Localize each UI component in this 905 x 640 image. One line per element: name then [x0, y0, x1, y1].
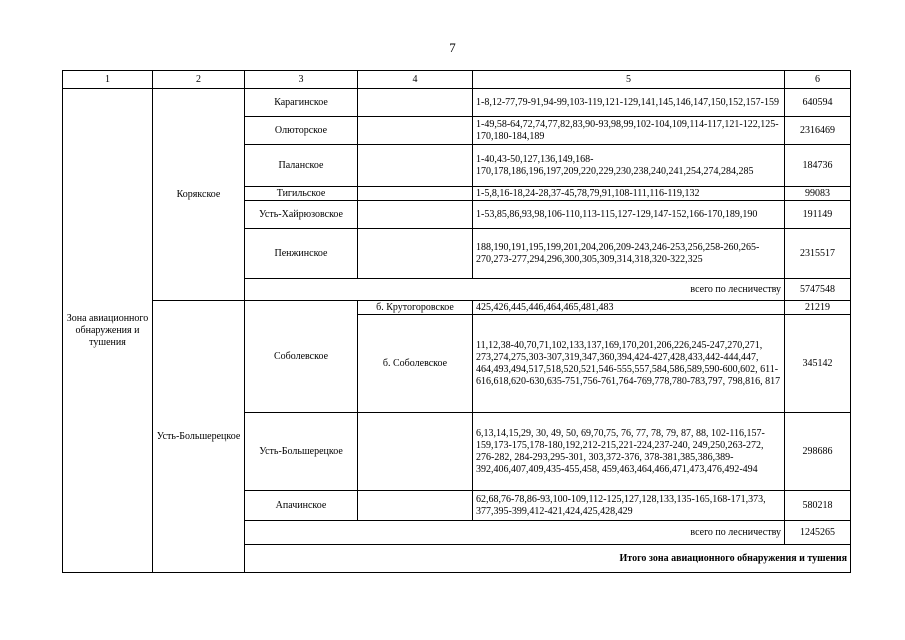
sub-district-cell: [358, 229, 473, 279]
header-col-3: 3: [245, 71, 358, 89]
area-cell: 2316469: [785, 117, 851, 145]
district-cell: Тигильское: [245, 187, 358, 201]
area-cell: 640594: [785, 89, 851, 117]
quarters-cell: 1-49,58-64,72,74,77,82,83,90-93,98,99,102-104,109,114-117,121-122,125-170,180-184,189: [473, 117, 785, 145]
subtotal-value: 1245265: [785, 521, 851, 545]
zone-cell: Зона авиационного обнаружения и тушения: [63, 89, 153, 573]
page-number: 7: [449, 40, 456, 55]
area-cell: 580218: [785, 491, 851, 521]
header-col-4: 4: [358, 71, 473, 89]
quarters-cell: 1-5,8,16-18,24-28,37-45,78,79,91,108-111,116-119,132: [473, 187, 785, 201]
subtotal-label: всего по лесничеству: [245, 521, 785, 545]
area-cell: 21219: [785, 301, 851, 315]
area-cell: 191149: [785, 201, 851, 229]
forestry-ust-bolsheretskoe: Усть-Большерецкое: [153, 301, 245, 573]
quarters-cell: 11,12,38-40,70,71,102,133,137,169,170,201,206,226,245-247,270,271, 273,274,275,303-307,319,347,360,394,424-427,428,433,442-444,447, 464,493,494,517,518,520,521,546-555,557,584,586,589,590-600,602, 611-616,618,620-630,635-751,756-761,764-769,778,780-783,797, 798,816, 817: [473, 315, 785, 413]
sub-district-cell: [358, 413, 473, 491]
header-col-2: 2: [153, 71, 245, 89]
district-cell: Карагинское: [245, 89, 358, 117]
quarters-cell: 188,190,191,195,199,201,204,206,209-243,246-253,256,258-260,265-270,273-277,294,296,300,305,309,314,318,320-322,325: [473, 229, 785, 279]
quarters-cell: 1-53,85,86,93,98,106-110,113-115,127-129,147-152,166-170,189,190: [473, 201, 785, 229]
sub-district-cell: [358, 89, 473, 117]
forest-zone-table: [62, 70, 851, 573]
header-row: [63, 71, 851, 89]
sub-district-cell: [358, 187, 473, 201]
quarters-cell: 425,426,445,446,464,465,481,483: [473, 301, 785, 315]
district-cell: Усть-Хайрюзовское: [245, 201, 358, 229]
forestry-koryak: Корякское: [153, 89, 245, 301]
grand-total-label: Итого зона авиационного обнаружения и тушения: [245, 545, 851, 573]
header-col-5: 5: [473, 71, 785, 89]
table-row: [63, 89, 851, 117]
district-cell: Олюторское: [245, 117, 358, 145]
area-cell: 298686: [785, 413, 851, 491]
district-cell: Соболевское: [245, 301, 358, 413]
sub-district-cell: б. Соболевское: [358, 315, 473, 413]
area-cell: 184736: [785, 145, 851, 187]
district-cell: Паланское: [245, 145, 358, 187]
sub-district-cell: [358, 201, 473, 229]
quarters-cell: 1-8,12-77,79-91,94-99,103-119,121-129,141,145,146,147,150,152,157-159: [473, 89, 785, 117]
sub-district-cell: б. Крутогоровское: [358, 301, 473, 315]
header-col-6: 6: [785, 71, 851, 89]
area-cell: 345142: [785, 315, 851, 413]
sub-district-cell: [358, 117, 473, 145]
quarters-cell: 6,13,14,15,29, 30, 49, 50, 69,70,75, 76, 77, 78, 79, 87, 88, 102-116,157-159,173-175,178-180,192,212-215,221-224,237-240, 249,250,263-272, 276-282, 284-293,295-301, 303,372-376, 378-381,385,386,389-392,406,407,409,435-455,458, 459,463,464,466,471,473,476,492-494: [473, 413, 785, 491]
area-cell: 2315517: [785, 229, 851, 279]
sub-district-cell: [358, 491, 473, 521]
table-row: [63, 301, 851, 315]
subtotal-label: всего по лесничеству: [245, 279, 785, 301]
district-cell: Апачинское: [245, 491, 358, 521]
header-col-1: 1: [63, 71, 153, 89]
quarters-cell: 1-40,43-50,127,136,149,168-170,178,186,196,197,209,220,229,230,238,240,241,254,274,284,285: [473, 145, 785, 187]
quarters-cell: 62,68,76-78,86-93,100-109,112-125,127,128,133,135-165,168-171,373, 377,395-399,412-421,424,425,428,429: [473, 491, 785, 521]
subtotal-value: 5747548: [785, 279, 851, 301]
district-cell: Усть-Большерецкое: [245, 413, 358, 491]
district-cell: Пенжинское: [245, 229, 358, 279]
area-cell: 99083: [785, 187, 851, 201]
sub-district-cell: [358, 145, 473, 187]
